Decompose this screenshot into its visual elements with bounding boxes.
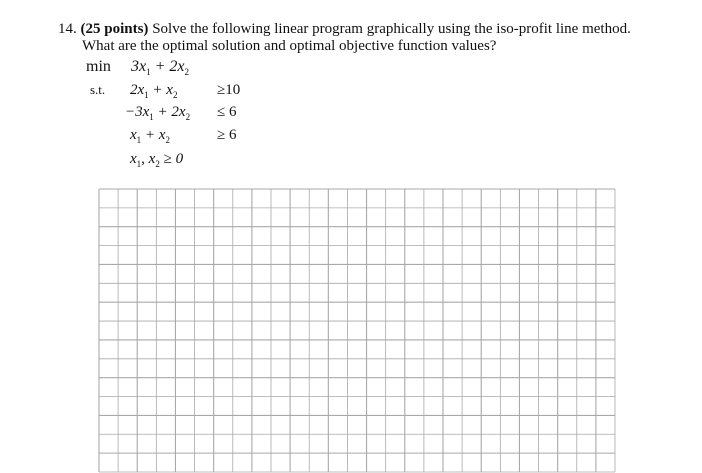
constraint-1-lhs: $2x_1 + x_2$: [130, 82, 178, 100]
objective-label: min: [86, 58, 111, 75]
question-text-line-2: What are the optimal solution and optimal objective function values?: [82, 38, 497, 54]
constraint-2-rhs: ≤ 6: [217, 104, 237, 120]
question-number: 14.: [58, 21, 77, 37]
constraint-3-lhs: $x_1 + x_2$: [130, 127, 170, 145]
constraint-2-lhs: $-3x_1 + 2x_2$: [125, 104, 191, 122]
nonnegativity-constraint: $x_1$, $x_2 \ge 0$: [130, 151, 184, 169]
question-line-1: [58, 20, 631, 38]
constraint-1-rhs: ≥10: [217, 82, 241, 98]
graph-paper-grid[interactable]: [98, 188, 616, 473]
question-text-line-1: Solve the following linear program graphically using the iso-profit line method.: [152, 21, 631, 37]
constraint-3-rhs: ≥ 6: [217, 127, 237, 143]
question-points: (25 points): [80, 21, 149, 37]
subject-to-label: s.t.: [90, 82, 106, 97]
objective-function: $3x_1 + 2x_2$: [131, 58, 190, 77]
